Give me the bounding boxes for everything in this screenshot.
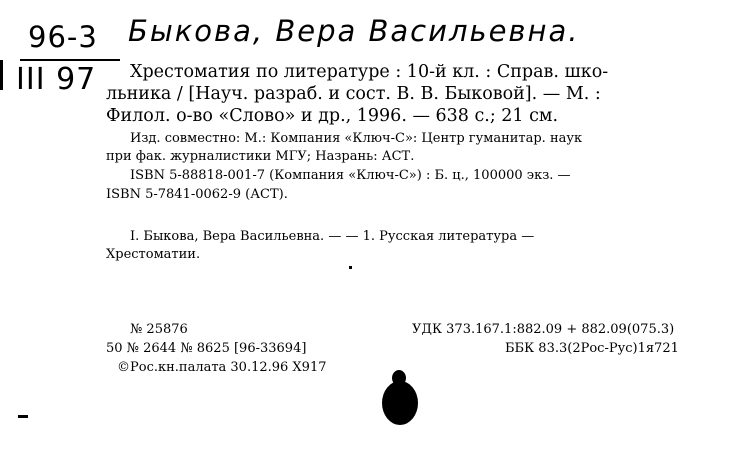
main-entry-line-1: Хрестоматия по литературе : 10-й кл. : Справ. шко- <box>130 62 609 82</box>
edge-mark <box>0 60 3 90</box>
card-number: № 25876 <box>130 322 188 337</box>
handwritten-shelf-code-top: 96-3 <box>28 20 98 54</box>
note-line-2: при фак. журналистики МГУ; Назрань: АСТ. <box>106 149 415 164</box>
main-entry-line-2: льника / [Науч. разраб. и сост. В. В. Быковой]. — М. : <box>106 84 601 104</box>
speck <box>349 266 352 269</box>
isbn-line-1: ISBN 5-88818-001-7 (Компания «Ключ-С») : Б. ц., 100000 экз. — <box>130 168 571 183</box>
punch-hole <box>382 381 418 425</box>
tracing-line-1: I. Быкова, Вера Васильевна. — — 1. Русская литература — <box>130 229 535 244</box>
shelf-code-underline <box>20 59 120 61</box>
isbn-line-2: ISBN 5-7841-0062-9 (АСТ). <box>106 187 288 202</box>
udk-code: УДК 373.167.1:882.09 + 882.09(075.3) <box>412 322 675 337</box>
print-run-line: 50 № 2644 № 8625 [96-33694] <box>106 341 307 356</box>
main-entry-line-3: Филол. о-во «Слово» и др., 1996. — 638 с.; 21 см. <box>106 106 559 126</box>
note-line-1: Изд. совместно: М.: Компания «Ключ-С»: Центр гуманитар. наук <box>130 131 583 146</box>
handwritten-shelf-code-bottom: III 97 <box>16 62 97 97</box>
handwritten-author-heading: Быкова, Вера Васильевна. <box>128 14 580 48</box>
bbk-code: ББК 83.3(2Рос-Рус)1я721 <box>505 341 679 356</box>
stray-mark <box>18 415 28 418</box>
tracing-line-2: Хрестоматии. <box>106 247 201 262</box>
book-chamber-stamp: ©Рос.кн.палата 30.12.96 Х917 <box>117 360 327 375</box>
